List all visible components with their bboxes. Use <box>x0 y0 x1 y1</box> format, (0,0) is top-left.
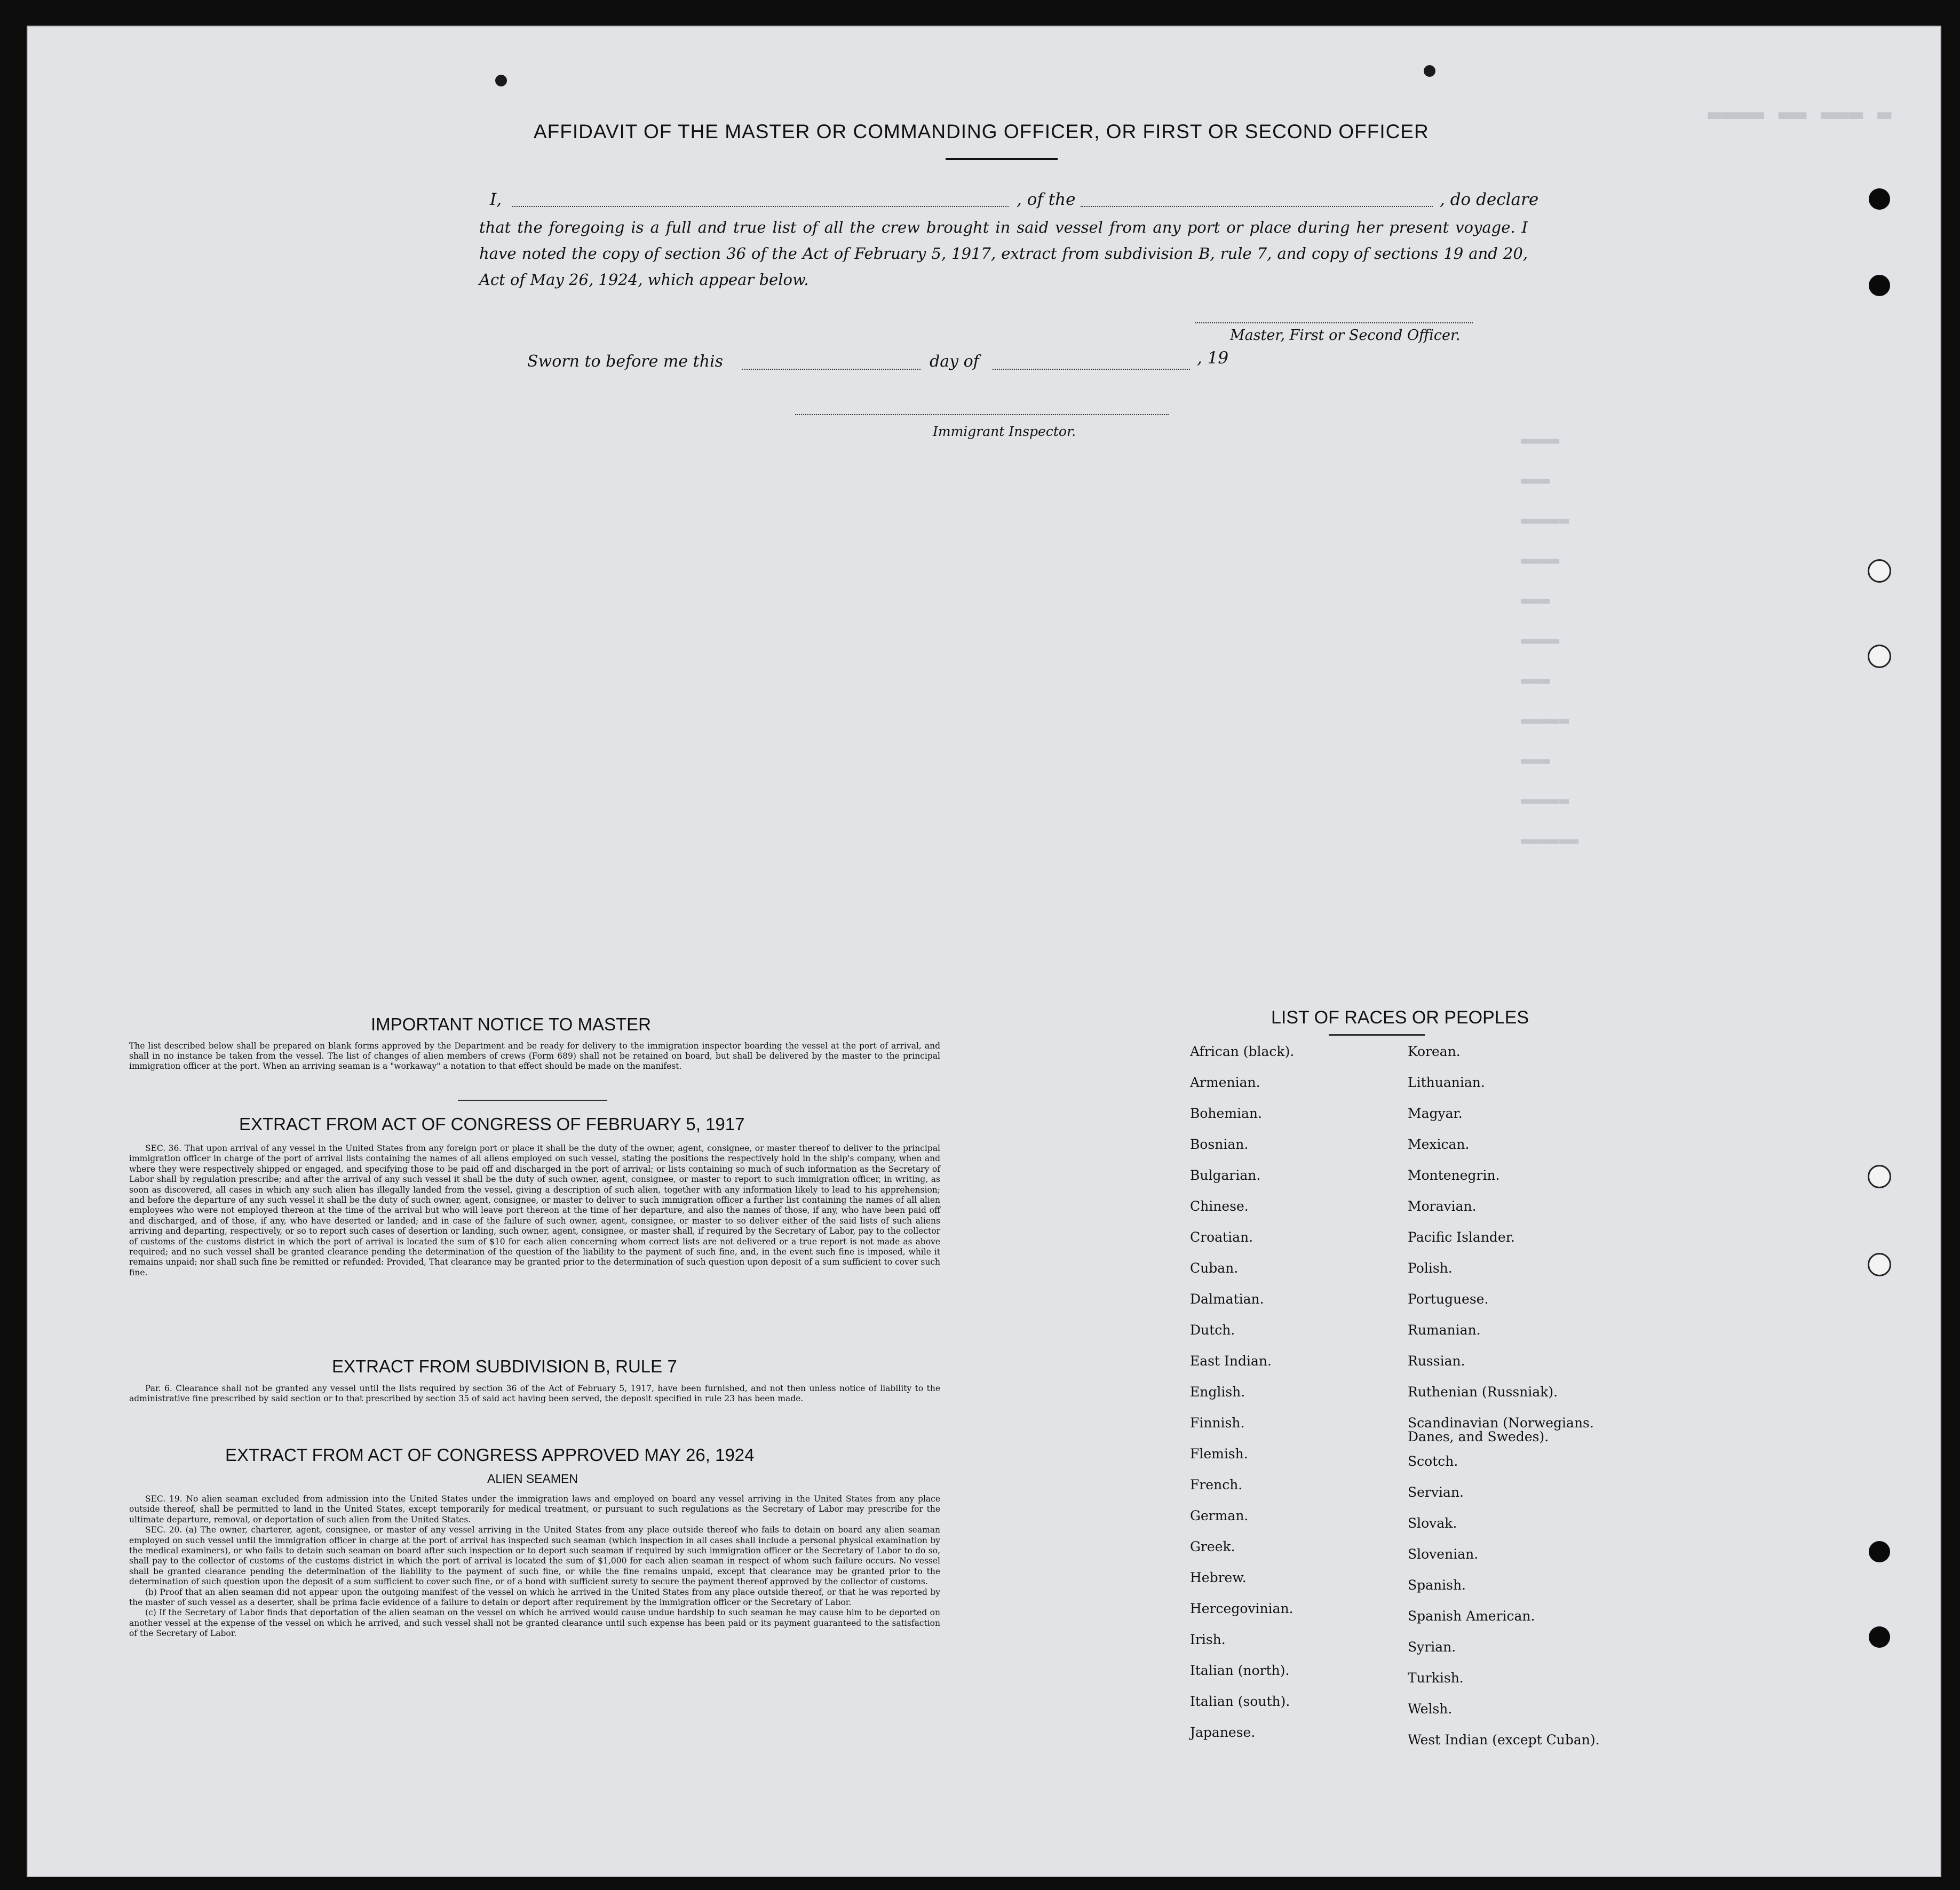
sworn-day-blank <box>742 369 921 370</box>
affidavit-title: AFFIDAVIT OF THE MASTER OR COMMANDING OFFICER, OR FIRST OR SECOND OFFICER <box>534 121 1429 142</box>
race-item: Rumanian. <box>1408 1322 1481 1338</box>
binder-ring <box>1868 559 1891 583</box>
race-item: Japanese. <box>1190 1725 1256 1740</box>
vessel-blank-line <box>1081 206 1433 207</box>
race-item: Lithuanian. <box>1408 1075 1485 1090</box>
rule-7-text <box>129 1384 940 1404</box>
act-1917-title: EXTRACT FROM ACT OF CONGRESS OF FEBRUARY 5, 1917 <box>239 1114 745 1134</box>
race-item: German. <box>1190 1508 1249 1523</box>
race-item: Italian (north). <box>1190 1663 1290 1678</box>
punch-hole-top-left <box>495 75 507 86</box>
binder-hole <box>1869 188 1890 210</box>
name-blank-line <box>512 206 1009 207</box>
document-page <box>27 26 1941 1877</box>
races-title: LIST OF RACES OR PEOPLES <box>1271 1007 1529 1028</box>
race-item: Slovenian. <box>1408 1546 1479 1562</box>
title-underline <box>946 158 1058 160</box>
affidavit-do-declare: , do declare <box>1440 190 1539 209</box>
races-column-2 <box>1408 1044 1749 1759</box>
day-of-label: day of <box>930 352 979 371</box>
race-item: Greek. <box>1190 1539 1235 1554</box>
act-1924-text <box>129 1494 940 1639</box>
race-item: Chinese. <box>1190 1198 1249 1214</box>
inspector-label: Immigrant Inspector. <box>933 424 1076 439</box>
race-item: Turkish. <box>1408 1670 1464 1686</box>
race-item: Dutch. <box>1190 1322 1235 1338</box>
race-item: Portuguese. <box>1408 1291 1489 1307</box>
act-1924-sec-20c: (c) If the Secretary of Labor finds that deportation of the alien seaman on the vessel on which he arrived would cause undue hardship to such seaman he may cause him to be deported on another vessel at the expense of the vessel on which he arrived, and such vessel shall not be granted clearance until such expense has been paid or its payment guaranteed to the satisfaction of the Secretary of Labor. <box>129 1608 940 1639</box>
bleed-through-marks: ▬ ▬▬▬ ▬▬ ▬▬▬▬ <box>1708 100 1892 128</box>
affidavit-i: I, <box>490 190 502 209</box>
race-item: Scandinavian (Norwegians. <box>1408 1415 1594 1431</box>
race-item: Cuban. <box>1190 1260 1239 1276</box>
binder-ring <box>1868 645 1891 668</box>
race-item: Dalmatian. <box>1190 1291 1264 1307</box>
race-item: Armenian. <box>1190 1075 1260 1090</box>
race-item: Bosnian. <box>1190 1137 1249 1152</box>
race-item: Italian (south). <box>1190 1694 1290 1709</box>
race-item: Flemish. <box>1190 1446 1248 1462</box>
race-item: Welsh. <box>1408 1701 1453 1717</box>
race-item: Slovak. <box>1408 1515 1457 1531</box>
notice-text: The list described below shall be prepared on blank forms approved by the Department and be ready for delivery to the immigration inspector boarding the vessel at the port of arrival, and shall in no instance be taken from the vessel. The list of changes of alien members of crews (Form 689) shall not be retained on board, but shall be delivered by the master to the principal immigration officer at the port. When an arriving seaman is a "workaway" a notation to that effect should be made on the manifest. <box>129 1041 940 1071</box>
sworn-label: Sworn to before me this <box>527 352 724 371</box>
binder-hole <box>1869 1541 1890 1562</box>
races-title-underline <box>1329 1034 1425 1036</box>
race-item: Polish. <box>1408 1260 1453 1276</box>
race-item: Pacific Islander. <box>1408 1229 1515 1245</box>
act-1924-title: EXTRACT FROM ACT OF CONGRESS APPROVED MAY 26, 1924 <box>225 1445 755 1465</box>
race-item: Moravian. <box>1408 1198 1477 1214</box>
race-item: Ruthenian (Russniak). <box>1408 1384 1558 1400</box>
race-item: Finnish. <box>1190 1415 1245 1431</box>
race-item: Servian. <box>1408 1484 1464 1500</box>
race-item: Spanish American. <box>1408 1608 1535 1624</box>
races-column-1 <box>1190 1044 1393 1748</box>
race-item: Bulgarian. <box>1190 1168 1261 1183</box>
act-1924-sec-19: SEC. 19. No alien seaman excluded from admission into the United States under the immigration laws and employed on board any vessel arriving in the United States from any place outside thereof, shall be permitted to land in the United States, except temporarily for medical treatment, or pursuant to such regulations as the Secretary of Labor may prescribe for the ultimate departure, removal, or deportation of such alien from the United States. <box>129 1494 940 1524</box>
bleed-through-column: ▬▬▬▬ ▬▬▬ ▬▬▬▬▬ ▬▬▬▬ ▬▬▬ ▬▬▬▬ ▬▬▬ ▬▬▬▬▬ ▬▬▬ ▬▬▬▬▬ ▬▬▬▬▬▬ <box>1521 431 1579 850</box>
race-item: West Indian (except Cuban). <box>1408 1732 1600 1748</box>
race-item: Bohemian. <box>1190 1106 1262 1121</box>
binder-hole <box>1869 275 1890 296</box>
act-1924-subtitle: ALIEN SEAMEN <box>487 1472 578 1486</box>
signature-blank-line <box>1195 322 1473 323</box>
punch-hole-top-right <box>1424 65 1435 77</box>
race-item: Spanish. <box>1408 1577 1466 1593</box>
race-item: Russian. <box>1408 1353 1465 1369</box>
inspector-blank-line <box>795 414 1169 415</box>
race-item: East Indian. <box>1190 1353 1272 1369</box>
section-divider <box>458 1100 607 1101</box>
year-label: , 19 <box>1197 348 1229 368</box>
race-item: French. <box>1190 1477 1243 1492</box>
master-signature-label: Master, First or Second Officer. <box>1230 327 1461 344</box>
race-item: Irish. <box>1190 1632 1226 1647</box>
act-1917-paragraph: SEC. 36. That upon arrival of any vessel in the United States from any foreign port or place it shall be the duty of the owner, agent, consignee, or master thereof to deliver to the principal immigration officer in charge of the port of arrival lists containing the names of all aliens employed on such vessel, stating the positions the respectively hold in the ship's company, when and where they were respectively shipped or engaged, and specifying those to be paid off and discharged in the port of arrival; or lists containing so much of such information as the Secretary of Labor shall by regulation prescribe; and after the arrival of any such vessel it shall be the duty of such owner, agent, consignee, or master to report to such immigration officer, in writing, as soon as discovered, all cases in which any such alien has illegally landed from the vessel, giving a description of such alien, together with any information likely to lead to his apprehension; and before the departure of any such vessel it shall be the duty of such owner, agent, consignee, or master to deliver to such immigration officer a further list containing the names of all alien employees who were not employed thereon at the time of the arrival but who will leave port thereon at the time of her departure, and also the names of those, if any, who have been paid off and discharged, and of those, if any, who have deserted or landed; and in case of the failure of such owner, agent, consignee, or master to so deliver either of the said lists of such aliens arriving and departing, respectively, or so to report such cases of desertion or landing, such owner, agent, consignee, or master shall, if required by the Secretary of Labor, pay to the collector of customs of the customs district in which the port of arrival is located the sum of $10 for each alien concerning whom correct lists are not delivered or a true report is not made as above required; and no such vessel shall be granted clearance pending the determination of the question of the liability to the payment of such fine, and, in the event such fine is imposed, while it remains unpaid; nor shall such fine be remitted or refunded: Provided, That clearance may be granted prior to the determination of such question upon deposit of a sum sufficient to cover such fine. <box>129 1143 940 1277</box>
affidavit-body: that the foregoing is a full and true list of all the crew brought in said vessel from any port or place during her present voyage. I have noted the copy of section 36 of the Act of February 5, 1917, extract from subdivision B, rule 7, and copy of sections 19 and 20, Act of May 26, 1924, which appear below. <box>479 218 1528 289</box>
race-item: Hercegovinian. <box>1190 1601 1294 1616</box>
race-item: Scotch. <box>1408 1454 1458 1469</box>
race-item: Danes, and Swedes). <box>1408 1429 1549 1444</box>
month-blank <box>993 369 1190 370</box>
binder-ring <box>1868 1165 1891 1188</box>
binder-hole <box>1869 1626 1890 1648</box>
rule-7-paragraph: Par. 6. Clearance shall not be granted any vessel until the lists required by section 36 of the Act of February 5, 1917, have been furnished, and not then unless notice of liability to the administrative fine prescribed by said section or to that prescribed by section 35 of said act having been served, the deposit specified in rule 23 has been made. <box>129 1384 940 1404</box>
act-1917-text <box>129 1143 940 1278</box>
race-item: African (black). <box>1190 1044 1295 1059</box>
notice-title: IMPORTANT NOTICE TO MASTER <box>371 1014 652 1034</box>
act-1924-sec-20a: SEC. 20. (a) The owner, charterer, agent, consignee, or master of any vessel arriving in the United States from any place outside thereof who fails to detain on board any alien seaman employed on such vessel until the immigration officer in charge at the port of arrival has inspected such seaman (which inspection in all cases shall include a personal physical examination by the medical examiners), or who fails to detain such seaman on board after such inspection or to deport such seaman if required by such immigration officer or the Secretary of Labor to do so, shall pay to the collector of customs of the customs district in which the port of arrival is located the sum of $1,000 for each alien seaman in respect of whom such failure occurs. No vessel shall be granted clearance pending the determination of the liability to the payment of such fine, or while the fine remains unpaid, except that clearance may be granted prior to the determination of such question upon the deposit of a sum sufficient to cover such fine, or of a bond with sufficient surety to secure the payment thereof approved by the collector of customs. <box>129 1525 940 1587</box>
race-item: Korean. <box>1408 1044 1461 1059</box>
affidavit-of-the: , of the <box>1017 190 1076 209</box>
race-item: Hebrew. <box>1190 1570 1247 1585</box>
race-item: Magyar. <box>1408 1106 1463 1121</box>
race-item: Syrian. <box>1408 1639 1456 1655</box>
binder-ring <box>1868 1253 1891 1276</box>
race-item: Croatian. <box>1190 1229 1253 1245</box>
race-item: Montenegrin. <box>1408 1168 1500 1183</box>
rule-7-title: EXTRACT FROM SUBDIVISION B, RULE 7 <box>332 1356 677 1376</box>
act-1924-sec-20b: (b) Proof that an alien seaman did not appear upon the outgoing manifest of the vessel on which he arrived in the United States from any place outside thereof, or that he was reported by the master of such vessel as a deserter, shall be prima facie evidence of a failure to detain or deport after requirement by the immigration officer or the Secretary of Labor. <box>129 1587 940 1608</box>
race-item: English. <box>1190 1384 1245 1400</box>
race-item: Mexican. <box>1408 1137 1470 1152</box>
